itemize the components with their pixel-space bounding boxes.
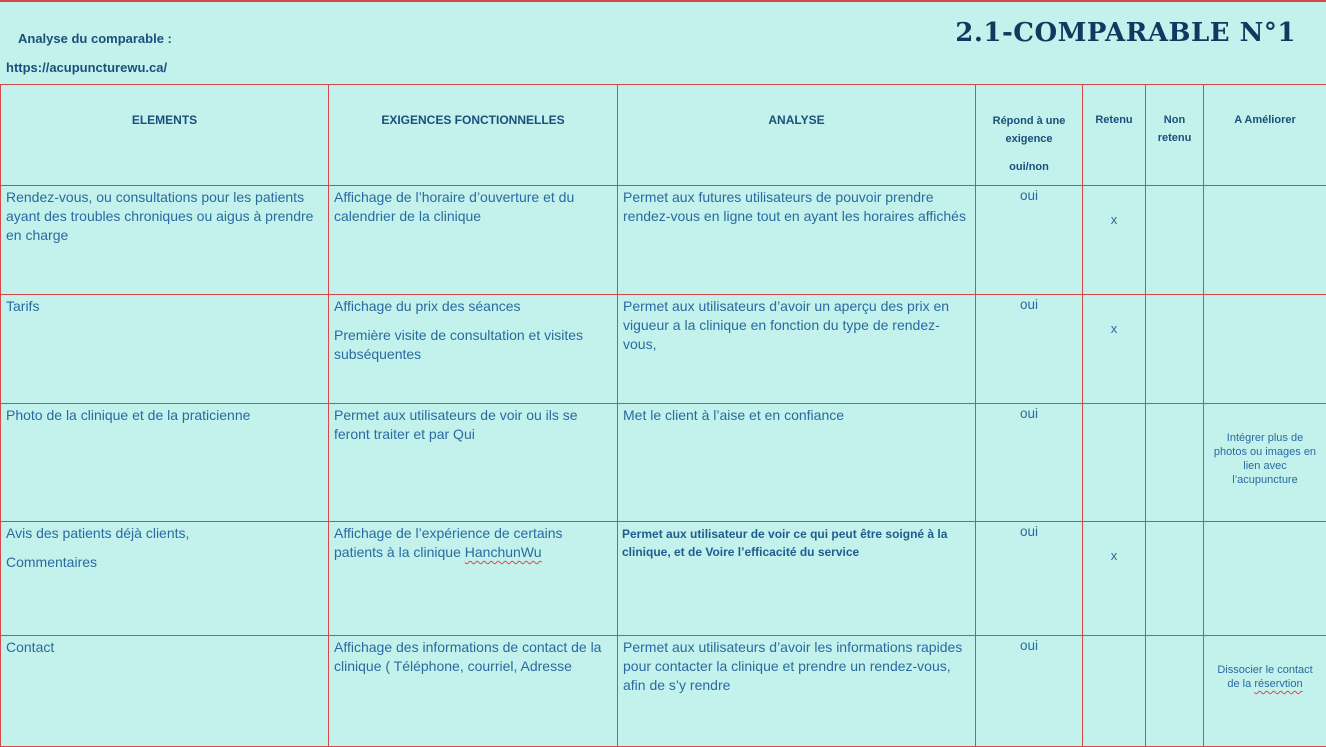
cell-ameliorer	[1204, 522, 1326, 636]
table-row	[1, 522, 1326, 636]
cell-element	[1, 522, 329, 636]
cell-ameliorer: Intégrer plus de photos ou images en lien avec l’acupuncture	[1204, 404, 1326, 522]
cell-element: Rendez-vous, ou consultations pour les patients ayant des troubles chroniques ou aigus à prendre en charge	[1, 186, 329, 295]
table-header-row	[1, 85, 1326, 186]
cell-element: Contact	[1, 636, 329, 747]
cell-retenu: x	[1083, 186, 1146, 295]
page-title: 2.1-COMPARABLE N°1	[955, 18, 1296, 48]
cell-non-retenu	[1146, 636, 1204, 747]
cell-retenu	[1083, 636, 1146, 747]
col-repond-label: Répond à une exigence	[993, 115, 1066, 145]
analysis-label: Analyse du comparable :	[18, 31, 172, 46]
col-repond	[976, 85, 1083, 186]
cell-ameliorer	[1204, 186, 1326, 295]
cell-analyse: Permet aux utilisateurs d’avoir un aperçu des prix en vigueur a la clinique en fonction du type de rendez-vous,	[618, 295, 976, 404]
cell-exigence	[329, 522, 618, 636]
cell-exigence-line: Affichage du prix des séances	[334, 297, 613, 316]
cell-retenu: x	[1083, 295, 1146, 404]
cell-element: Photo de la clinique et de la praticienne	[1, 404, 329, 522]
cell-exigence	[329, 295, 618, 404]
cell-non-retenu	[1146, 522, 1204, 636]
cell-repond: oui	[976, 404, 1083, 522]
table-row	[1, 404, 1326, 522]
table-row	[1, 636, 1326, 747]
col-non-retenu: Non retenu	[1146, 85, 1204, 186]
cell-analyse: Permet aux utilisateurs d’avoir les informations rapides pour contacter la clinique et prendre un rendez-vous, afin de s’y rendre	[618, 636, 976, 747]
table-row	[1, 186, 1326, 295]
cell-element: Tarifs	[1, 295, 329, 404]
col-exigences: EXIGENCES FONCTIONNELLES	[329, 85, 618, 186]
cell-analyse: Permet aux utilisateur de voir ce qui peut être soigné à la clinique, et de Voire l’efficacité du service	[618, 522, 976, 636]
col-repond-sub: oui/non	[976, 158, 1082, 176]
misspelled-word: réservtion	[1254, 678, 1302, 690]
cell-repond: oui	[976, 522, 1083, 636]
comparable-url: https://acupuncturewu.ca/	[6, 60, 167, 75]
cell-analyse: Permet aux futures utilisateurs de pouvoir prendre rendez-vous en ligne tout en ayant les horaires affichés	[618, 186, 976, 295]
cell-exigence: Affichage de l’horaire d’ouverture et du calendrier de la clinique	[329, 186, 618, 295]
cell-repond: oui	[976, 636, 1083, 747]
cell-retenu	[1083, 404, 1146, 522]
cell-non-retenu	[1146, 295, 1204, 404]
cell-analyse: Met le client à l’aise et en confiance	[618, 404, 976, 522]
table-row	[1, 295, 1326, 404]
cell-retenu: x	[1083, 522, 1146, 636]
cell-ameliorer	[1204, 636, 1326, 747]
cell-exigence: Affichage des informations de contact de la clinique ( Téléphone, courriel, Adresse	[329, 636, 618, 747]
col-ameliorer: A Améliorer	[1204, 85, 1326, 186]
cell-repond: oui	[976, 295, 1083, 404]
comparison-table	[0, 84, 1326, 747]
cell-exigence-line: Première visite de consultation et visites subséquentes	[334, 326, 613, 364]
cell-ameliorer	[1204, 295, 1326, 404]
cell-ameliorer-text: Dissocier le contact de la	[1217, 664, 1312, 690]
cell-element-line: Commentaires	[6, 553, 324, 572]
cell-exigence: Permet aux utilisateurs de voir ou ils se feront traiter et par Qui	[329, 404, 618, 522]
cell-exigence-text: Affichage de l’expérience de certains patients à la clinique	[334, 525, 563, 560]
cell-repond: oui	[976, 186, 1083, 295]
col-retenu: Retenu	[1083, 85, 1146, 186]
cell-non-retenu	[1146, 186, 1204, 295]
cell-element-line: Avis des patients déjà clients,	[6, 524, 324, 543]
col-analyse: ANALYSE	[618, 85, 976, 186]
cell-non-retenu	[1146, 404, 1204, 522]
col-elements: ELEMENTS	[1, 85, 329, 186]
clinic-name: HanchunWu	[465, 544, 542, 560]
